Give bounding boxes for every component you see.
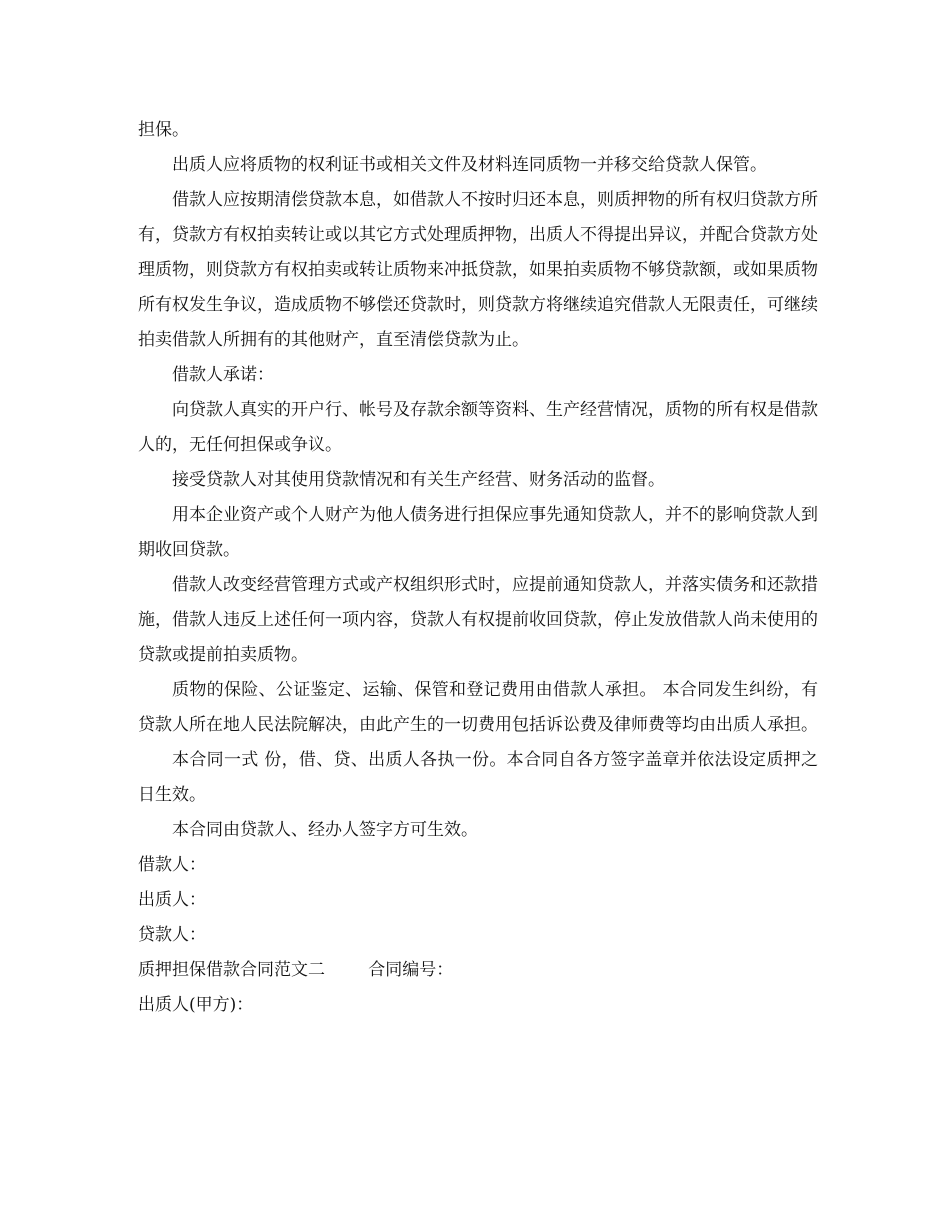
paragraph-pledge-documents: 出质人应将质物的权利证书或相关文件及材料连同质物一并移交给贷款人保管。 — [172, 155, 767, 175]
paragraph-borrower-commitment-heading: 借款人承诺： — [172, 365, 274, 385]
signature-lender: 贷款人： — [138, 925, 206, 945]
paragraph-copies-and-effect: 本合同一式 份，借、贷、出质人各执一份。本合同自各方签字盖章并依法设定质押之日生效。 — [138, 750, 818, 805]
party-a-label: 出质人(甲方)： — [138, 995, 254, 1015]
contract-number-label: 合同编号： — [368, 960, 454, 980]
paragraph-costs-and-disputes: 质物的保险、公证鉴定、运输、保管和登记费用由借款人承担。 本合同发生纠纷，有贷款人所在地人民法院解决，由此产生的一切费用包括诉讼费及律师费等均由出质人承担。 — [138, 680, 818, 735]
paragraph-commitment-supervision: 接受贷款人对其使用贷款情况和有关生产经营、财务活动的监督。 — [172, 470, 665, 490]
paragraph-signature-requirement: 本合同由贷款人、经办人签字方可生效。 — [172, 820, 478, 840]
paragraph-repayment-terms: 借款人应按期清偿贷款本息，如借款人不按时归还本息，则质押物的所有权归贷款方所有，贷款方有权拍卖转让或以其它方式处理质押物，出质人不得提出异议，并配合贷款方处理质物，则贷款方有权拍卖或转让质物来冲抵贷款，如果拍卖质物不够贷款额，或如果质物所有权发生争议，造成质物不够偿还贷款时，则贷款方将继续追究借款人无限责任，可继续拍卖借款人所拥有的其他财产，直至清偿贷款为止。 — [138, 190, 818, 350]
paragraph-commitment-truthful-info: 向贷款人真实的开户行、帐号及存款余额等资料、生产经营情况，质物的所有权是借款人的，无任何担保或争议。 — [138, 400, 818, 455]
paragraph-guarantee-end: 担保。 — [138, 120, 189, 140]
signature-pledgor: 出质人： — [138, 890, 206, 910]
section-title: 质押担保借款合同范文二 — [138, 960, 325, 980]
paragraph-commitment-management-change: 借款人改变经营管理方式或产权组织形式时，应提前通知贷款人，并落实债务和还款措施，借款人违反上述任何一项内容，贷款人有权提前收回贷款，停止发放借款人尚未使用的贷款或提前拍卖质物。 — [138, 575, 818, 665]
signature-borrower: 借款人： — [138, 855, 206, 875]
paragraph-commitment-guarantee-notice: 用本企业资产或个人财产为他人债务进行担保应事先通知贷款人，并不的影响贷款人到期收回贷款。 — [138, 505, 818, 560]
document-body — [138, 113, 818, 1023]
section-heading-line — [138, 953, 818, 988]
